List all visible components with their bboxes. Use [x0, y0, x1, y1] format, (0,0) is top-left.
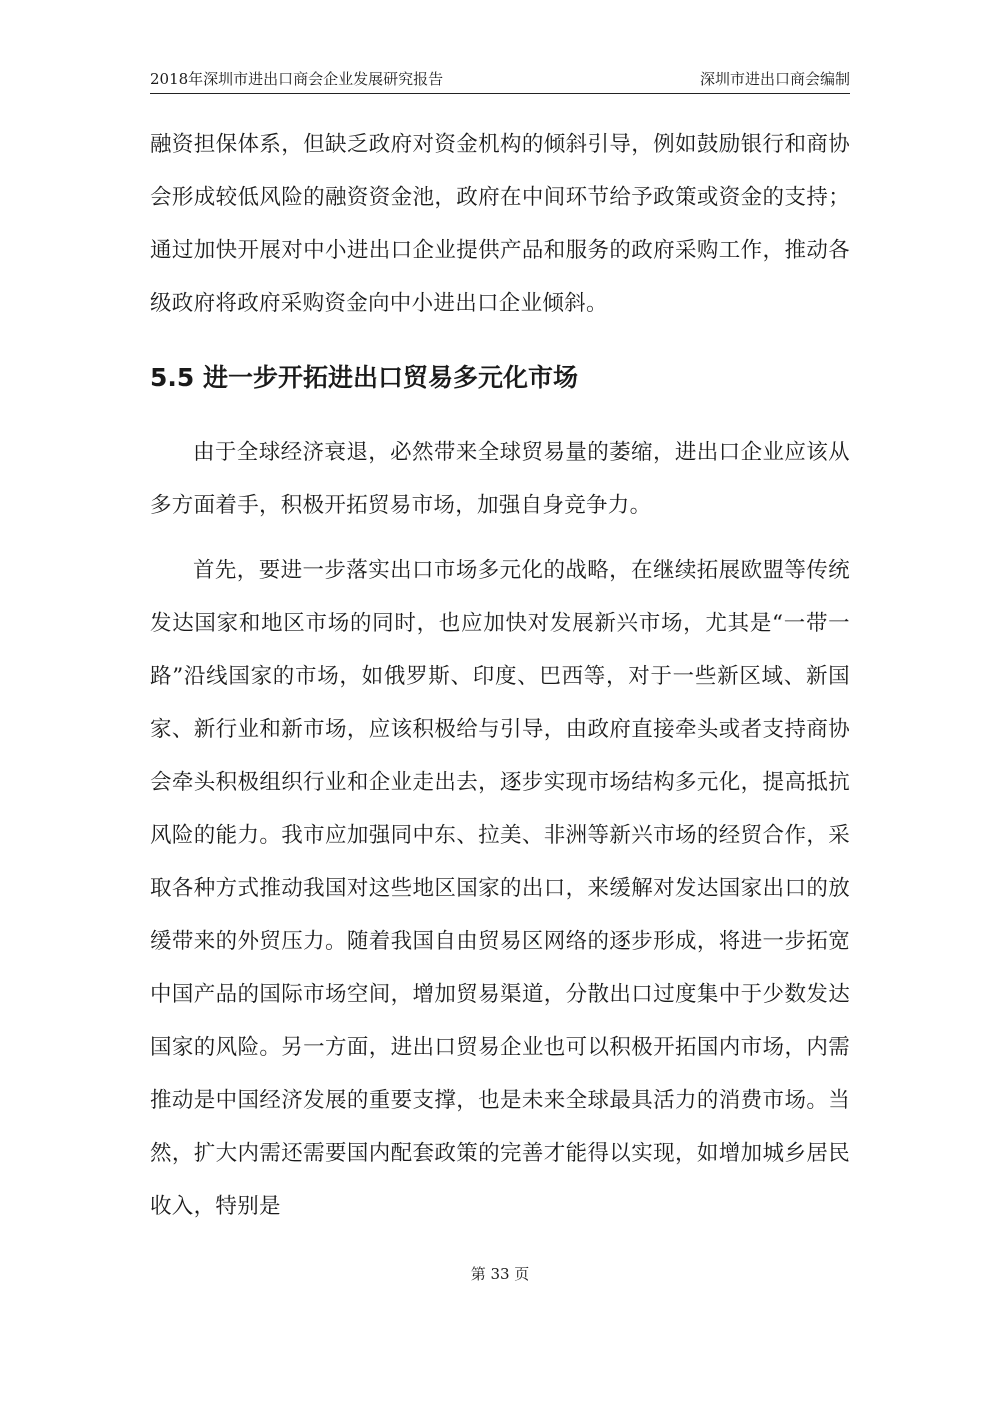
- page-number: 第 33 页: [470, 1265, 530, 1283]
- body-paragraph: 融资担保体系，但缺乏政府对资金机构的倾斜引导，例如鼓励银行和商协会形成较低风险的融资资金池，政府在中间环节给予政策或资金的支持；通过加快开展对中小进出口企业提供产品和服务的政府采购工作，推动各级政府将政府采购资金向中小进出口企业倾斜。: [150, 132, 850, 316]
- page-header: [150, 66, 850, 94]
- body-paragraph: 首先，要进一步落实出口市场多元化的战略，在继续拓展欧盟等传统发达国家和地区市场的同时，也应加快对发展新兴市场，尤其是“一带一路”沿线国家的市场，如俄罗斯、印度、巴西等，对于一些新区域、新国家、新行业和新市场，应该积极给与引导，由政府直接牵头或者支持商协会牵头积极组织行业和企业走出去，逐步实现市场结构多元化，提高抵抗风险的能力。我市应加强同中东、拉美、非洲等新兴市场的经贸合作，采取各种方式推动我国对这些地区国家的出口，来缓解对发达国家出口的放缓带来的外贸压力。随着我国自由贸易区网络的逐步形成，将进一步拓宽中国产品的国际市场空间，增加贸易渠道，分散出口过度集中于少数发达国家的风险。另一方面，进出口贸易企业也可以积极开拓国内市场，内需推动是中国经济发展的重要支撑，也是未来全球最具活力的消费市场。当然，扩大内需还需要国内配套政策的完善才能得以实现，如增加城乡居民收入，特别是: [150, 558, 850, 1219]
- body-paragraph-1-block: [150, 118, 850, 330]
- section-heading: 5.5 进一步开拓进出口贸易多元化市场: [150, 363, 578, 392]
- body-paragraph-3-block: [150, 544, 850, 1233]
- body-paragraph-2-block: [150, 426, 850, 532]
- body-paragraph: 由于全球经济衰退，必然带来全球贸易量的萎缩，进出口企业应该从多方面着手，积极开拓贸易市场，加强自身竞争力。: [150, 440, 850, 518]
- publisher-name: 深圳市进出口商会编制: [699, 70, 850, 88]
- report-title: 2018年深圳市进出口商会企业发展研究报告: [150, 70, 444, 88]
